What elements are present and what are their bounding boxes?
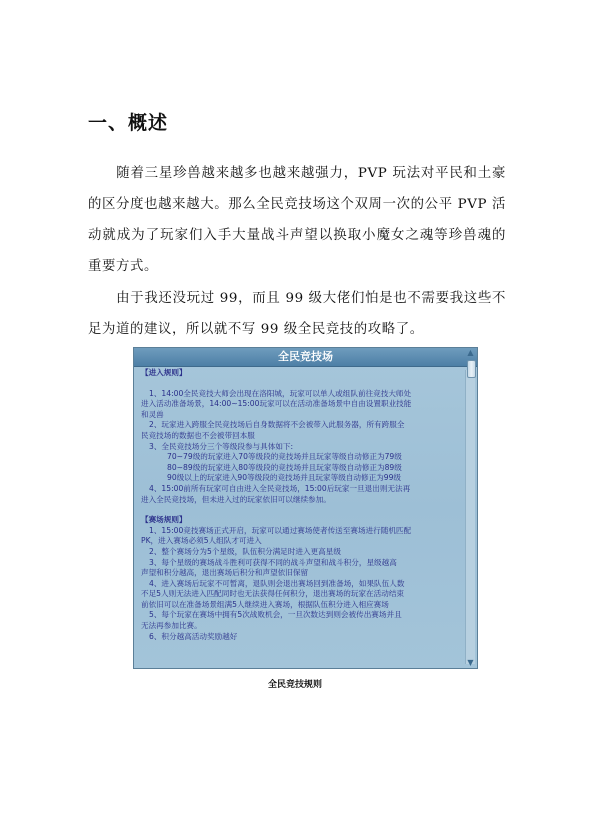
rules-line bbox=[141, 379, 465, 389]
paragraph-2 bbox=[88, 283, 506, 345]
scroll-down-icon[interactable]: ▼ bbox=[467, 658, 474, 667]
rules-line: 进入活动准备场景，14:00~15:00玩家可以在活动准备场景中自由设置职业技能 bbox=[141, 399, 412, 409]
rules-line: 声望和积分越高，退出赛场后积分和声望依旧保留 bbox=[141, 568, 309, 578]
figure-caption: 全民竞技规则 bbox=[267, 680, 322, 690]
scroll-up-icon[interactable]: ▲ bbox=[467, 348, 474, 357]
paragraph-1-text: 随着三星珍兽越来越多也越来越强力，PVP 玩法对平民和土豪的区分度也越来越大。那么全民竞技场这个双周一次的公平 PVP 活动就成为了玩家们入手大量战斗声望以换取小魔女之魂等珍兽魂的重要方式。 bbox=[88, 166, 506, 274]
rules-text bbox=[141, 368, 465, 642]
rules-line: 3、全民竞技场分三个等级段参与具体如下: bbox=[149, 441, 294, 451]
rules-line: 无法再参加比赛。 bbox=[141, 621, 202, 631]
rules-line: 80~89级的玩家进入80等级段的竞技场并且玩家等级自动修正为89级 bbox=[167, 462, 402, 472]
rules-line: PK，进入赛场必须5人组队才可进入 bbox=[141, 536, 262, 546]
rules-line: 1、15:00竞技赛场正式开启，玩家可以通过赛场使者传送至赛场进行随机匹配 bbox=[149, 525, 412, 535]
rules-line: 不足5人则无法进入匹配同时也无法获得任何积分，退出赛场的玩家在活动结束 bbox=[141, 589, 405, 599]
rules-line: 1、14:00全民竞技大师会出现在洛阳城，玩家可以单人或组队前往竞技大师处 bbox=[149, 388, 412, 398]
rules-section-title: 【进入规则】 bbox=[141, 368, 187, 377]
scrollbar[interactable] bbox=[465, 370, 475, 664]
rules-line: 2、玩家进入跨服全民竞技场后自身数据将不会被带入此服务器，所有跨服全 bbox=[149, 420, 405, 430]
paragraph-2-text: 由于我还没玩过 99，而且 99 级大佬们怕是也不需要我这些不足为道的建议，所以就不写 99 级全民竞技的攻略了。 bbox=[88, 291, 506, 337]
rules-line: 70~79级的玩家进入70等级段的竞技场并且玩家等级自动修正为79级 bbox=[167, 452, 402, 462]
rules-line: 2、整个赛场分为5个星级，队伍积分满足时进入更高星级 bbox=[149, 546, 341, 556]
rules-line: 民竞技场的数据也不会被带回本服 bbox=[141, 430, 255, 440]
rules-line: 6、积分越高活动奖励越好 bbox=[149, 631, 238, 641]
rules-line bbox=[141, 505, 465, 515]
rules-section-title: 【赛场规则】 bbox=[141, 515, 187, 525]
rules-line: 3、每个星级的赛场战斗胜利可获得不同的战斗声望和战斗积分，星级越高 bbox=[149, 557, 397, 567]
paragraph-1 bbox=[88, 158, 506, 282]
rules-line: 进入全民竞技场，但未进入过的玩家依旧可以继续参加。 bbox=[141, 494, 331, 504]
rules-line: 和灵兽 bbox=[141, 409, 164, 419]
rules-line: 前依旧可以在准备场景组满5人继续进入赛场，根据队伍积分进入相应赛场 bbox=[141, 599, 389, 609]
rules-line: 5、每个玩家在赛场中拥有5次战败机会，一旦次数达到则会被传出赛场并且 bbox=[149, 610, 402, 620]
rules-line: 90级以上的玩家进入90等级段的竞技场并且玩家等级自动修正为99级 bbox=[167, 473, 402, 483]
rules-line: 4、15:00前所有玩家可自由进入全民竞技场，15:00后玩家一旦退出则无法再 bbox=[149, 483, 411, 493]
scroll-thumb[interactable] bbox=[467, 360, 476, 378]
section-heading: 一、概述 bbox=[88, 112, 169, 134]
rules-line: 4、进入赛场后玩家不可暂离，退队则会退出赛场回到准备场，如果队伍人数 bbox=[149, 578, 405, 588]
panel-title: 全民竞技场 bbox=[134, 348, 477, 367]
game-rules-screenshot bbox=[133, 347, 478, 669]
